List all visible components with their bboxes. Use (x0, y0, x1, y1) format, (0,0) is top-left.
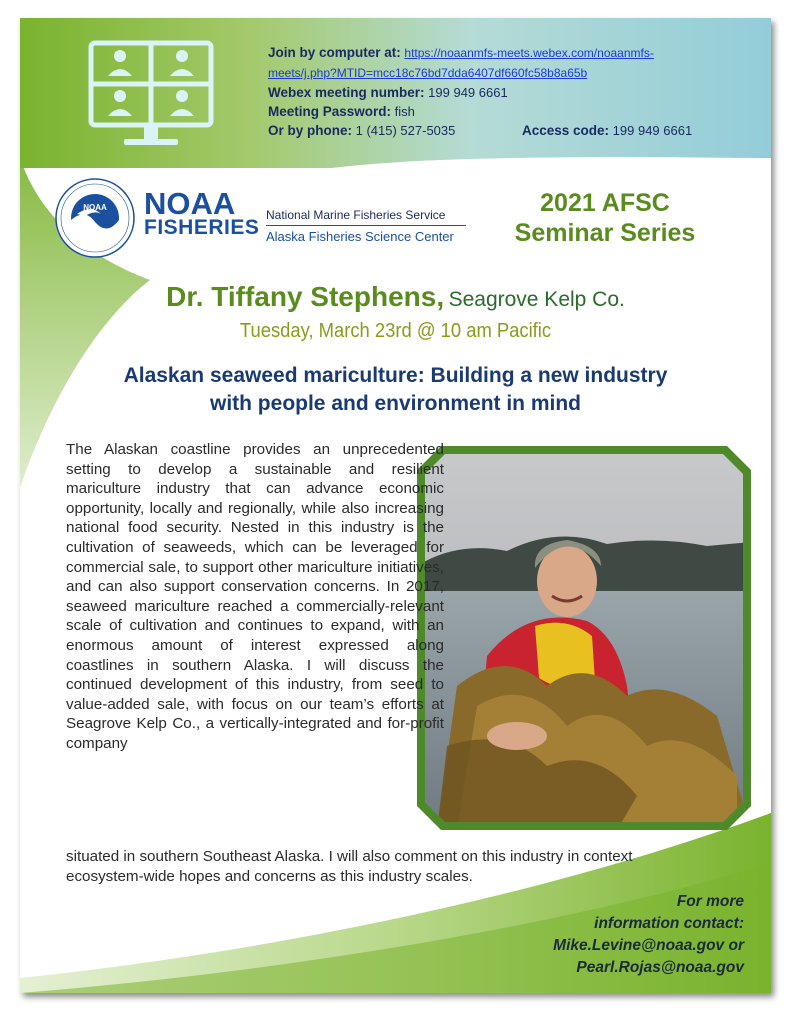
logo-divider (266, 225, 466, 226)
access-code-label: Access code: (522, 123, 610, 138)
meeting-password-value: fish (394, 104, 415, 119)
seminar-series-title (490, 188, 720, 248)
contact-line-2: information contact: (594, 915, 744, 932)
contact-email-2[interactable]: Pearl.Rojas@noaa.gov (576, 959, 744, 976)
noaa-fisheries-wordmark (144, 186, 260, 240)
speaker-photo (417, 446, 751, 830)
noaa-text: NOAA (144, 186, 236, 221)
phone-label: Or by phone: (268, 123, 352, 138)
nmfs-label: National Marine Fisheries Service (266, 208, 446, 222)
video-conference-icon (86, 40, 216, 150)
series-line-2: Seminar Series (514, 219, 696, 247)
meeting-info (268, 43, 738, 140)
seal-text: NOAA (83, 203, 107, 212)
fisheries-text: FISHERIES (144, 216, 260, 239)
meeting-number-label: Webex meeting number: (268, 85, 425, 100)
speaker-heading (20, 281, 771, 313)
contact-line-1: For more (676, 893, 744, 910)
speaker-name: Dr. Tiffany Stephens, (166, 281, 445, 312)
series-line-1: 2021 AFSC (540, 189, 670, 217)
webex-link-continued[interactable]: meets/j.php?MTID=mcc18c76bd7dda6407df660fc58b8a65b (268, 66, 588, 80)
afsc-label: Alaska Fisheries Science Center (266, 229, 454, 244)
talk-title (60, 362, 731, 418)
contact-info (553, 891, 744, 979)
abstract-text: The Alaskan coastline provides an unprecedented setting to develop a sustainable and resilient mariculture industry that can advance economic opportunity, locally and regionally, while also increasing national food security. Nested in this industry is the cultivation of seaweeds, which can be leveraged for commercial sale, to support other mariculture initiatives, and can also support conservation concerns. In 2017, seaweed mariculture reached a commercially-relevant scale of cultivation and continues to expand, with an enormous amount of interest expressed along coastlines in southern Alaska. I will discuss the continued development of this industry, from seed to value-added sale, with focus on our team’s efforts at Seagrove Kelp Co., a vertically-integrated and for-profit company (66, 441, 444, 752)
talk-title-line-2: with people and environment in mind (209, 392, 582, 415)
contact-email-1[interactable]: Mike.Levine@noaa.gov or (553, 937, 744, 954)
seminar-flyer (20, 18, 771, 993)
meeting-password-label: Meeting Password: (268, 104, 392, 119)
abstract-text-continued: situated in southern Southeast Alaska. I will also comment on this industry in context ecosystem-wide hopes and concerns as this industry scales. (66, 848, 633, 885)
talk-title-line-1: Alaskan seaweed mariculture: Building a new industry (123, 364, 668, 387)
access-code-value: 199 949 6661 (612, 123, 693, 138)
meeting-number-value: 199 949 6661 (428, 85, 508, 100)
speaker-organization: Seagrove Kelp Co. (448, 288, 625, 311)
join-computer-label: Join by computer at: (268, 45, 401, 60)
phone-value: 1 (415) 527-5035 (355, 123, 456, 138)
webex-link[interactable]: https://noaanmfs-meets.webex.com/noaanmfs- (404, 46, 654, 60)
noaa-seal-logo (55, 178, 135, 258)
seminar-date: Tuesday, March 23rd @ 10 am Pacific (239, 320, 552, 342)
